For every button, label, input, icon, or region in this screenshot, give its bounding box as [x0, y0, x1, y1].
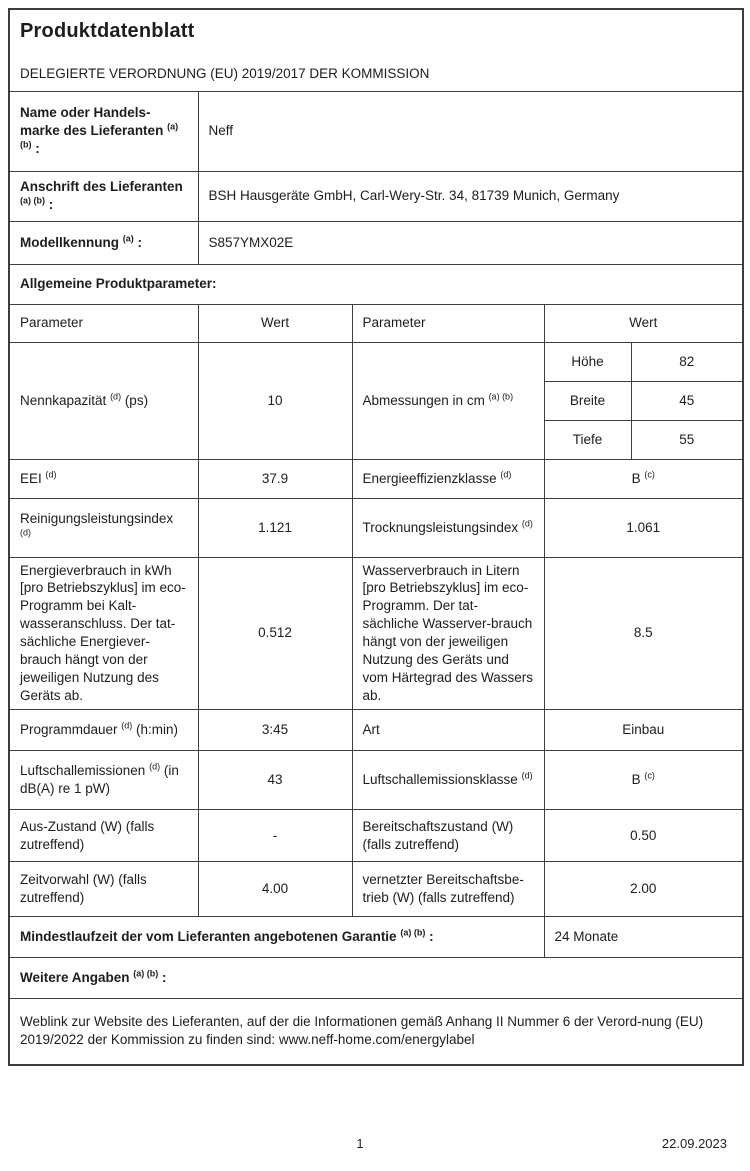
footer-date: 22.09.2023 [661, 1136, 727, 1151]
noise-class-label [352, 751, 544, 810]
regulation-subtitle: DELEGIERTE VERORDNUNG (EU) 2019/2017 DER KOMMISSION [20, 65, 430, 81]
table-row [9, 171, 743, 221]
footnote-marker: (d) [110, 391, 122, 402]
warranty-label [9, 917, 544, 958]
additional-info-label [9, 958, 743, 999]
warranty-value: 24 Monate [544, 917, 743, 958]
label-colon: : [158, 970, 167, 986]
footnote-marker: (c) [644, 469, 655, 480]
label-suffix: (ps) [121, 392, 149, 408]
label-text: Energieeffizienzklasse [362, 470, 501, 486]
off-mode-value: - [198, 810, 352, 862]
model-id-label [9, 221, 198, 264]
label-text: Programmdauer [20, 722, 122, 738]
supplier-name-label [9, 91, 198, 171]
label-text: Mindestlaufzeit der vom Lieferanten angebotenen Garantie [20, 929, 401, 945]
table-row [9, 751, 743, 810]
dimension-value-height: 82 [631, 342, 743, 381]
label-text: EEI [20, 470, 46, 486]
water-consumption-value: 8.5 [544, 557, 743, 710]
footer-page-number: 1 [356, 1136, 364, 1151]
column-header-wert-left: Wert [198, 304, 352, 342]
model-id-value: S857YMX02E [198, 221, 743, 264]
label-text: Nennkapazität [20, 392, 111, 408]
table-row [9, 9, 743, 91]
weblink-text: Weblink zur Website des Lieferanten, auf der die Informationen gemäß Anhang II Nummer 6 der Verord-nung (EU) 2019/2022 der Kommission zu finden sind: www.neff-home.com/energylabel [9, 999, 743, 1065]
footnote-marker: (d) [521, 518, 533, 529]
drying-index-label [352, 498, 544, 557]
dimension-name-width: Breite [544, 381, 631, 420]
duration-label [9, 710, 198, 751]
supplier-address-label [9, 171, 198, 221]
networked-standby-label: vernetzter Bereitschaftsbe-trieb (W) (falls zutreffend) [352, 862, 544, 917]
label-text: Trocknungsleistungsindex [362, 519, 522, 535]
duration-value: 3:45 [198, 710, 352, 751]
cleaning-index-value: 1.121 [198, 498, 352, 557]
footnote-marker: (a) (b) [20, 121, 179, 150]
footnote-marker: (a) (b) [400, 927, 426, 938]
footnote-marker: (a) [122, 233, 134, 244]
supplier-address-value: BSH Hausgeräte GmbH, Carl-Wery-Str. 34, 81739 Munich, Germany [198, 171, 743, 221]
table-row [9, 999, 743, 1065]
footnote-marker: (a) (b) [488, 391, 514, 402]
document-header-cell [9, 9, 743, 91]
footnote-marker: (d) [45, 469, 57, 480]
dimensions-label [352, 342, 544, 459]
footnote-marker: (d) [20, 527, 31, 537]
table-row [9, 498, 743, 557]
standby-value: 0.50 [544, 810, 743, 862]
footnote-marker: (d) [121, 720, 133, 731]
label-text: Reinigungsleistungsindex [20, 510, 174, 526]
table-row [9, 862, 743, 917]
column-header-parameter-left: Parameter [9, 304, 198, 342]
table-row [9, 459, 743, 498]
energy-consumption-label: Energieverbrauch in kWh [pro Betriebszyklus] im eco-Programm bei Kalt-wasseranschluss. Der tat-sächliche Energiever-brauch hängt von der jeweiligen Nutzung des Geräts ab. [9, 557, 198, 710]
table-row [9, 221, 743, 264]
energy-class-value [544, 459, 743, 498]
noise-label [9, 751, 198, 810]
energy-consumption-value: 0.512 [198, 557, 352, 710]
delay-start-label: Zeitvorwahl (W) (falls zutreffend) [9, 862, 198, 917]
column-header-parameter-right: Parameter [352, 304, 544, 342]
section-title: Allgemeine Produktparameter: [9, 264, 743, 304]
table-row [9, 304, 743, 342]
footnote-marker: (d) [149, 761, 161, 772]
drying-index-value: 1.061 [544, 498, 743, 557]
label-colon: : [31, 140, 40, 156]
column-header-wert-right: Wert [544, 304, 743, 342]
value-text: B [631, 772, 645, 788]
table-row [9, 810, 743, 862]
off-mode-label: Aus-Zustand (W) (falls zutreffend) [9, 810, 198, 862]
table-row [9, 958, 743, 999]
footnote-marker: (d) [500, 469, 512, 480]
label-suffix: (in dB(A) re 1 pW) [20, 763, 179, 797]
footnote-marker: (a) (b) [133, 968, 159, 979]
eei-label [9, 459, 198, 498]
table-row [9, 342, 743, 381]
value-text: B [631, 470, 645, 486]
label-colon: : [45, 197, 54, 212]
table-row [9, 557, 743, 710]
footnote-marker: (d) [521, 770, 533, 781]
eei-value: 37.9 [198, 459, 352, 498]
table-row [9, 264, 743, 304]
cleaning-index-label [9, 498, 198, 557]
water-consumption-label: Wasserverbrauch in Litern [pro Betriebszyklus] im eco-Programm. Der tat-sächliche Wasserver-brauch hängt von der jeweiligen Nutzung des Geräts und vom Härtegrad des Wassers ab. [352, 557, 544, 710]
supplier-name-value: Neff [198, 91, 743, 171]
page-title: Produktdatenblatt [20, 19, 195, 42]
dimension-value-width: 45 [631, 381, 743, 420]
capacity-value: 10 [198, 342, 352, 459]
delay-start-value: 4.00 [198, 862, 352, 917]
footnote-marker: (c) [644, 770, 655, 781]
label-text: Luftschallemissionsklasse [362, 772, 522, 788]
noise-class-value [544, 751, 743, 810]
label-colon: : [133, 234, 142, 250]
label-text: Abmessungen in cm [362, 392, 489, 408]
label-text: Modellkennung [20, 234, 123, 250]
footnote-marker: (a) (b) [20, 195, 45, 206]
label-text: Anschrift des Lieferanten [20, 179, 183, 195]
capacity-label [9, 342, 198, 459]
table-row [9, 710, 743, 751]
table-row [9, 91, 743, 171]
product-datasheet-table [8, 8, 744, 1066]
dimension-name-depth: Tiefe [544, 420, 631, 459]
table-row [9, 917, 743, 958]
label-suffix: (h:min) [132, 722, 179, 738]
standby-label: Bereitschaftszustand (W) (falls zutreffend) [352, 810, 544, 862]
type-label: Art [352, 710, 544, 751]
label-text: Name oder Handels-marke des Lieferanten [20, 105, 168, 139]
dimension-value-depth: 55 [631, 420, 743, 459]
label-text: Luftschallemissionen [20, 763, 150, 779]
label-text: Weitere Angaben [20, 970, 134, 986]
networked-standby-value: 2.00 [544, 862, 743, 917]
energy-class-label [352, 459, 544, 498]
label-colon: : [425, 929, 434, 945]
type-value: Einbau [544, 710, 743, 751]
dimension-name-height: Höhe [544, 342, 631, 381]
noise-value: 43 [198, 751, 352, 810]
